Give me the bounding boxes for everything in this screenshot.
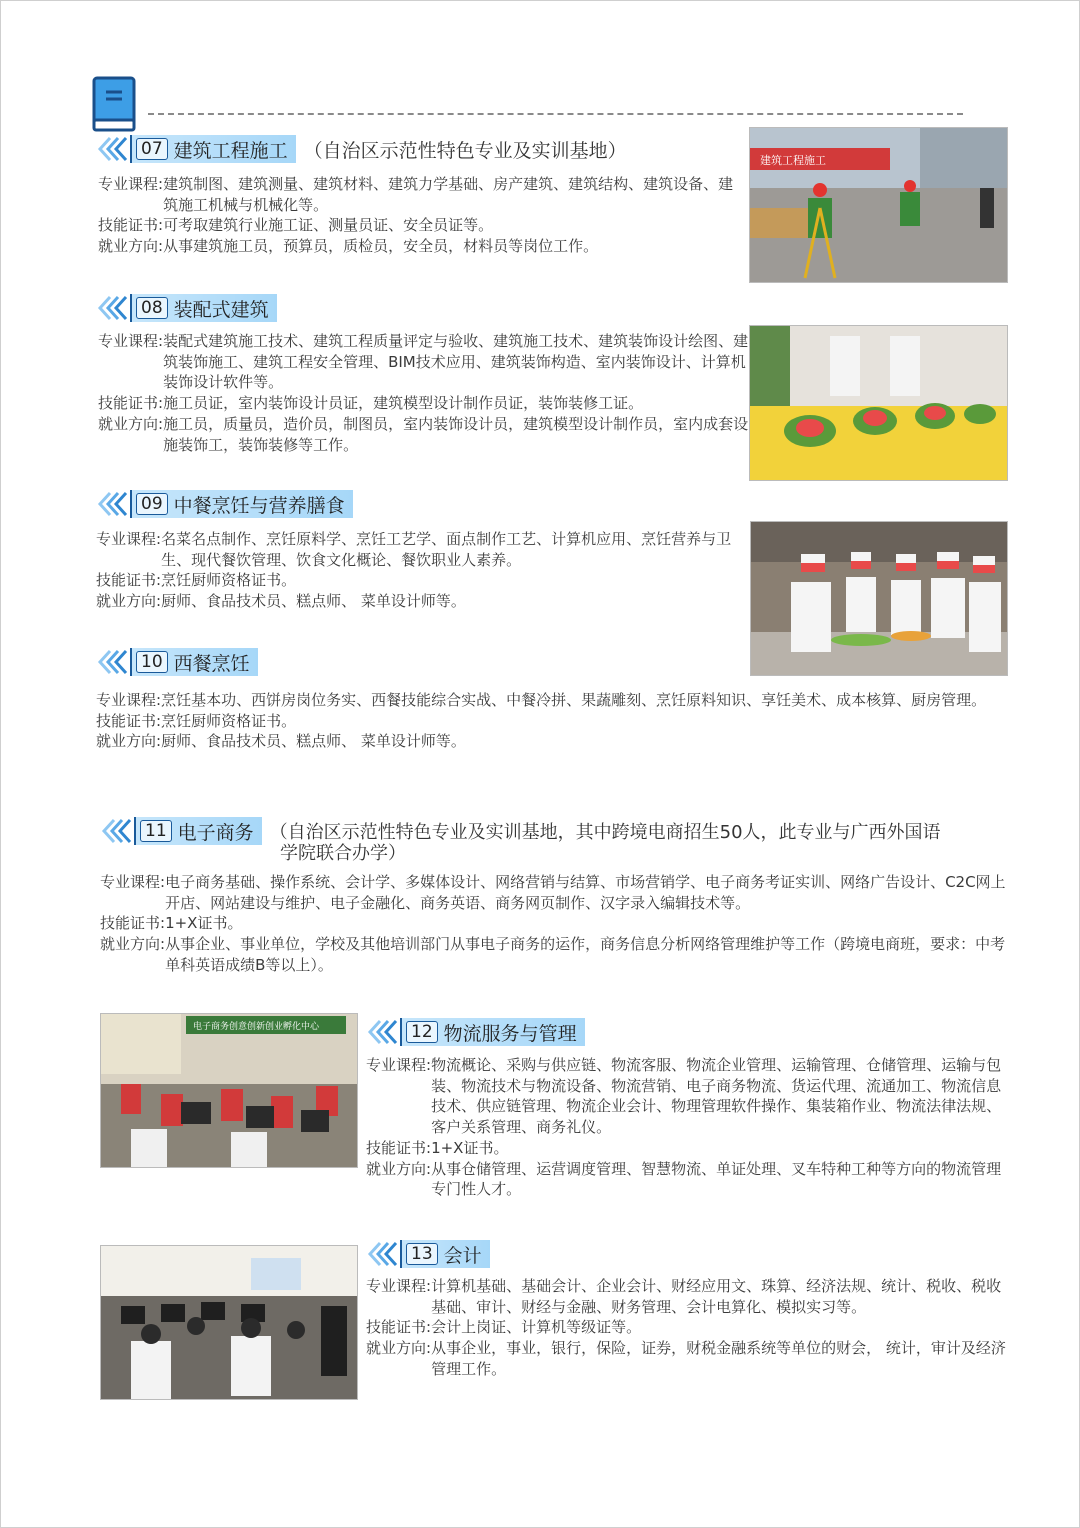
- section-title: 西餐烹饪: [173, 652, 250, 675]
- section-09-header: [96, 489, 353, 519]
- cert-text: 1+X证书。: [431, 1138, 509, 1157]
- job-text: 从事企业，事业，银行，保险，证券，财税金融系统等单位的财会， 统计，审计及经济管理工作。: [431, 1339, 1006, 1378]
- cert-label: 技能证书:: [96, 571, 162, 590]
- section-title: 电子商务: [177, 821, 254, 844]
- job-label: 就业方向:: [100, 935, 166, 954]
- job-text: 厨师、食品技术员、糕点师、 菜单设计师等。: [161, 592, 466, 611]
- course-label: 专业课程:: [96, 691, 162, 709]
- cert-label: 技能证书:: [366, 1138, 432, 1157]
- section-tag: [130, 294, 277, 322]
- section-tag: [130, 648, 258, 676]
- section-tag: [130, 135, 296, 163]
- job-label: 就业方向:: [98, 237, 164, 256]
- course-text: 电子商务基础、操作系统、会计学、多媒体设计、网络营销与结算、市场营销学、电子商务考证实训、网络广告设计、C2C网上开店、网站建设与维护、电子金融化、商务英语、商务网页制作、汉字录入编辑技术等。: [165, 873, 1006, 912]
- section-10-info: [96, 690, 1006, 752]
- chevron-icon: [366, 1241, 400, 1267]
- chevron-icon: [96, 295, 130, 321]
- section-title: 物流服务与管理: [443, 1022, 577, 1045]
- section-subtitle-line2: 学院联合办学）: [280, 843, 406, 864]
- book-icon: [92, 76, 138, 132]
- chevron-icon: [100, 818, 134, 844]
- cert-label: 技能证书:: [100, 914, 166, 933]
- section-10-header: [96, 647, 258, 677]
- job-label: 就业方向:: [96, 592, 162, 611]
- section-tag: [130, 490, 353, 518]
- section-08-info: [98, 331, 750, 455]
- job-text: 厨师、食品技术员、糕点师、 菜单设计师等。: [161, 732, 466, 751]
- course-label: 专业课程:: [96, 530, 162, 548]
- section-number: 11: [140, 820, 172, 842]
- photo-construction-survey: [749, 127, 1008, 283]
- course-text: 计算机基础、基础会计、企业会计、财经应用文、珠算、经济法规、统计、税收、税收基础、审计、财经与金融、财务管理、会计电算化、模拟实习等。: [431, 1277, 1002, 1316]
- photo-ecommerce-lab: [100, 1013, 358, 1168]
- chevron-icon: [96, 649, 130, 675]
- section-title: 会计: [443, 1244, 482, 1267]
- cert-label: 技能证书:: [96, 711, 162, 730]
- section-11-info: [100, 872, 1010, 976]
- photo-accounting-lab: [100, 1245, 358, 1400]
- section-07-info: [98, 174, 748, 257]
- course-text: 物流概论、采购与供应链、物流客服、物流企业管理、运输管理、仓储管理、运输与包装、物流技术与物流设备、物流营销、电子商务物流、货运代理、流通加工、物流信息技术、供应链管理、物流企业会计、物理管理软件操作、集装箱作业、物流法律法规、客户关系管理、商务礼仪。: [431, 1056, 1002, 1137]
- section-title: 装配式建筑: [173, 298, 269, 321]
- job-text: 施工员，质量员，造价员，制图员，室内装饰设计员，建筑模型设计制作员，室内成套设施装饰工，装饰装修等工作。: [163, 414, 749, 454]
- chevron-icon: [96, 491, 130, 517]
- cert-label: 技能证书:: [98, 394, 164, 413]
- section-11-header: [100, 816, 941, 846]
- job-text: 从事建筑施工员，预算员，质检员，安全员，材料员等岗位工作。: [163, 237, 599, 256]
- course-label: 专业课程:: [100, 873, 166, 891]
- course-label: 专业课程:: [366, 1277, 432, 1295]
- cert-text: 烹饪厨师资格证书。: [161, 711, 297, 730]
- course-text: 装配式建筑施工技术、建筑工程质量评定与验收、建筑施工技术、建筑装饰设计绘图、建筑装饰施工、建筑工程安全管理、BIM技术应用、建筑装饰构造、室内装饰设计、计算机装饰设计软件等。: [163, 332, 749, 392]
- section-12-info: [366, 1055, 1014, 1200]
- cert-text: 1+X证书。: [165, 914, 243, 933]
- chevron-icon: [96, 136, 130, 162]
- section-13-info: [366, 1276, 1014, 1380]
- chevron-icon: [366, 1019, 400, 1045]
- section-tag: [400, 1240, 490, 1268]
- section-number: 13: [406, 1243, 438, 1265]
- cert-label: 技能证书:: [366, 1318, 432, 1337]
- course-label: 专业课程:: [98, 175, 164, 193]
- cert-text: 可考取建筑行业施工证、测量员证、安全员证等。: [163, 216, 494, 235]
- course-text: 烹饪基本功、西饼房岗位务实、西餐技能综合实战、中餐冷拼、果蔬雕刻、烹饪原料知识、享饪美术、成本核算、厨房管理。: [161, 691, 987, 709]
- course-label: 专业课程:: [366, 1056, 432, 1074]
- job-label: 就业方向:: [96, 732, 162, 751]
- section-08-header: [96, 293, 277, 323]
- section-12-header: [366, 1017, 585, 1047]
- photo-banner-text: 建筑工程施工: [760, 154, 826, 167]
- section-13-header: [366, 1239, 490, 1269]
- cert-text: 烹饪厨师资格证书。: [161, 571, 297, 590]
- section-number: 12: [406, 1021, 438, 1043]
- cert-label: 技能证书:: [98, 216, 164, 235]
- cert-text: 施工员证，室内装饰设计员证，建筑模型设计制作员证，装饰装修工证。: [163, 394, 644, 413]
- cert-text: 会计上岗证、计算机等级证等。: [431, 1318, 642, 1337]
- course-label: 专业课程:: [98, 332, 164, 350]
- job-text: 从事企业、事业单位，学校及其他培训部门从事电子商务的运作，商务信息分析网络管理维护等工作（跨境电商班，要求：中考单科英语成绩B等以上）。: [165, 935, 1006, 974]
- section-number: 09: [136, 493, 168, 515]
- job-label: 就业方向:: [98, 414, 164, 433]
- section-number: 08: [136, 297, 168, 319]
- section-tag: [134, 817, 262, 845]
- photo-fruit-carving: [749, 325, 1008, 481]
- job-text: 从事仓储管理、运营调度管理、智慧物流、单证处理、叉车特种工种等方向的物流管理专门性人才。: [431, 1159, 1002, 1199]
- photo-chefs-cooking: [750, 521, 1008, 676]
- section-07-header: [96, 134, 627, 164]
- course-text: 建筑制图、建筑测量、建筑材料、建筑力学基础、房产建筑、建筑结构、建筑设备、建筑施工机械与机械化等。: [163, 175, 734, 214]
- section-subtitle: （自治区示范性特色专业及实训基地）: [303, 139, 627, 162]
- job-label: 就业方向:: [366, 1159, 432, 1178]
- photo-banner-text: 电子商务创意创新创业孵化中心: [193, 1022, 320, 1032]
- course-text: 名菜名点制作、烹饪原料学、烹饪工艺学、面点制作工艺、计算机应用、烹饪营养与卫生、现代餐饮管理、饮食文化概论、餐饮职业人素养。: [161, 530, 732, 569]
- job-label: 就业方向:: [366, 1339, 432, 1358]
- section-title: 中餐烹饪与营养膳食: [173, 494, 345, 517]
- section-number: 07: [136, 138, 168, 160]
- section-number: 10: [136, 651, 168, 673]
- section-tag: [400, 1018, 585, 1046]
- section-title: 建筑工程施工: [173, 139, 288, 162]
- section-09-info: [96, 529, 746, 612]
- section-subtitle: （自治区示范性特色专业及实训基地，其中跨境电商招生50人，此专业与广西外国语: [269, 822, 941, 843]
- header-dashed-rule: [148, 113, 963, 115]
